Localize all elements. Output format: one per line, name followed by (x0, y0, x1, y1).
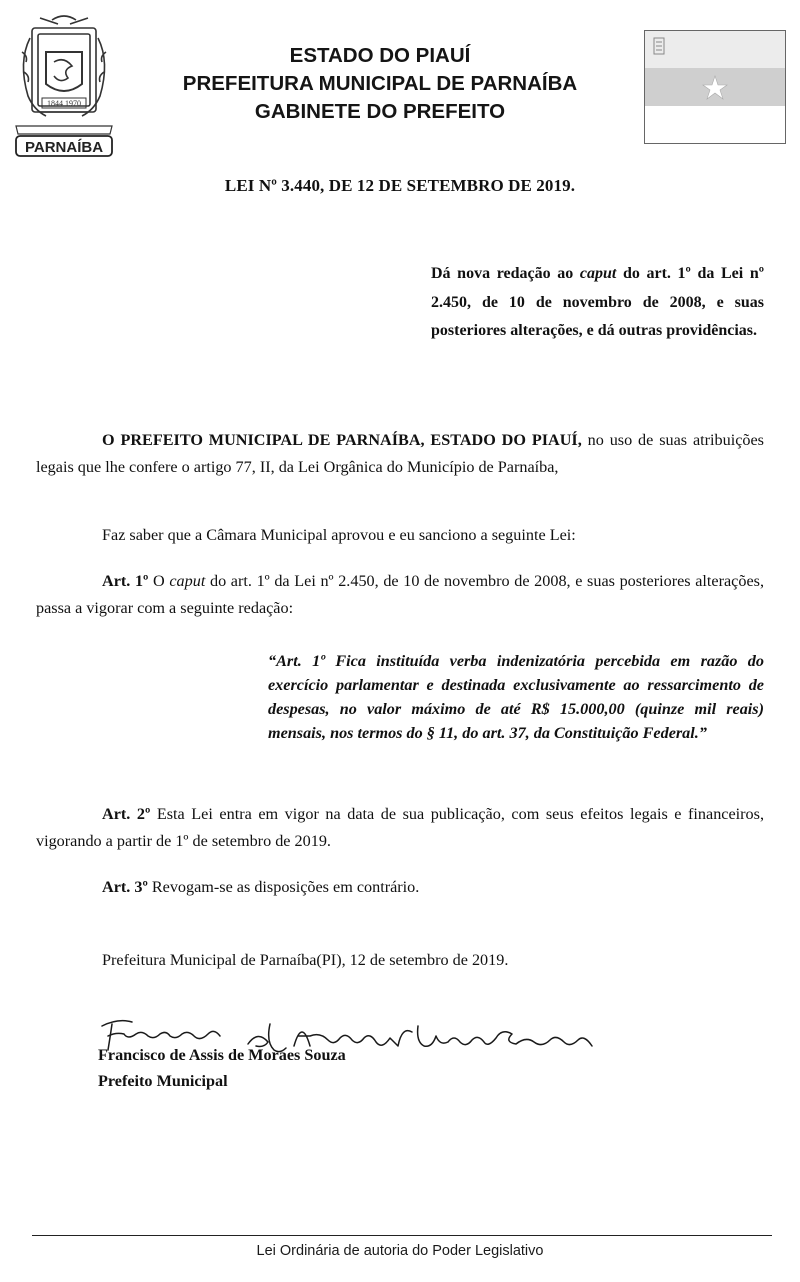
law-summary-post: do art. 1º da Lei nº 2.450, de 10 de novembro de 2008, e suas posteriores alterações, e dá outras providências. (431, 265, 764, 339)
law-summary-pre: Dá nova redação ao (431, 265, 580, 282)
letterhead-office: GABINETE DO PREFEITO (254, 100, 506, 123)
footer-divider (32, 1235, 772, 1236)
preamble-text: no uso de suas atribuições legais que lhe confere o artigo 77, II, da Lei Orgânica do Município de Parnaíba, (36, 431, 764, 476)
article-1-label: Art. 1º (102, 572, 149, 590)
article-2 (36, 801, 764, 855)
article-1-text: do art. 1º da Lei nº 2.450, de 10 de novembro de 2008, e suas posteriores alterações, passa a vigorar com a seguinte redação: (36, 572, 764, 617)
article-3-text: Revogam-se as disposições em contrário. (147, 878, 420, 896)
footer-note: Lei Ordinária de autoria do Poder Legislativo (256, 1243, 544, 1259)
law-title: LEI Nº 3.440, DE 12 DE SETEMBRO DE 2019. (224, 176, 576, 195)
svg-text:1844 1970: 1844 1970 (47, 99, 81, 108)
article-1-pre: O (148, 572, 170, 590)
enactment-clause: Faz saber que a Câmara Municipal aprovou e eu sanciono a seguinte Lei: (102, 526, 576, 544)
article-2-text: Esta Lei entra em vigor na data de sua publicação, com seus efeitos legais e financeiros, vigorando a partir de 1º de setembro de 2019. (36, 805, 764, 850)
article-1-new-wording: “Art. 1º Fica instituída verba indenizatória percebida em razão do exercício parlamentar e destinada exclusivamente ao ressarcimento de despesas, no valor máximo de até R$ 15.000,00 (quinze mil reais) mensais, nos termos do § 11, do art. 37, da Constituição Federal.” (268, 652, 764, 742)
letterhead-prefecture: PREFEITURA MUNICIPAL DE PARNAÍBA (182, 72, 578, 95)
article-1 (36, 568, 764, 622)
municipal-crest-logo (12, 12, 116, 160)
article-3-label: Art. 3º (102, 878, 148, 896)
letterhead-state: ESTADO DO PIAUÍ (289, 44, 471, 67)
article-3 (36, 874, 764, 901)
law-summary (431, 260, 764, 346)
signatory-name: Francisco de Assis de Moraes Souza (98, 1046, 346, 1064)
preamble-authority: O PREFEITO MUNICIPAL DE PARNAÍBA, ESTADO DO PIAUÍ, (102, 431, 582, 449)
article-1-caput: caput (169, 572, 206, 590)
letterhead (130, 42, 630, 126)
signatory (98, 1042, 346, 1094)
law-summary-caput: caput (579, 265, 617, 282)
crest-label: PARNAÍBA (24, 139, 104, 156)
place-and-date: Prefeitura Municipal de Parnaíba(PI), 12 de setembro de 2019. (102, 951, 509, 969)
state-flag (644, 30, 786, 144)
article-2-label: Art. 2º (102, 805, 151, 823)
preamble (36, 427, 764, 481)
signatory-role: Prefeito Municipal (98, 1072, 228, 1090)
